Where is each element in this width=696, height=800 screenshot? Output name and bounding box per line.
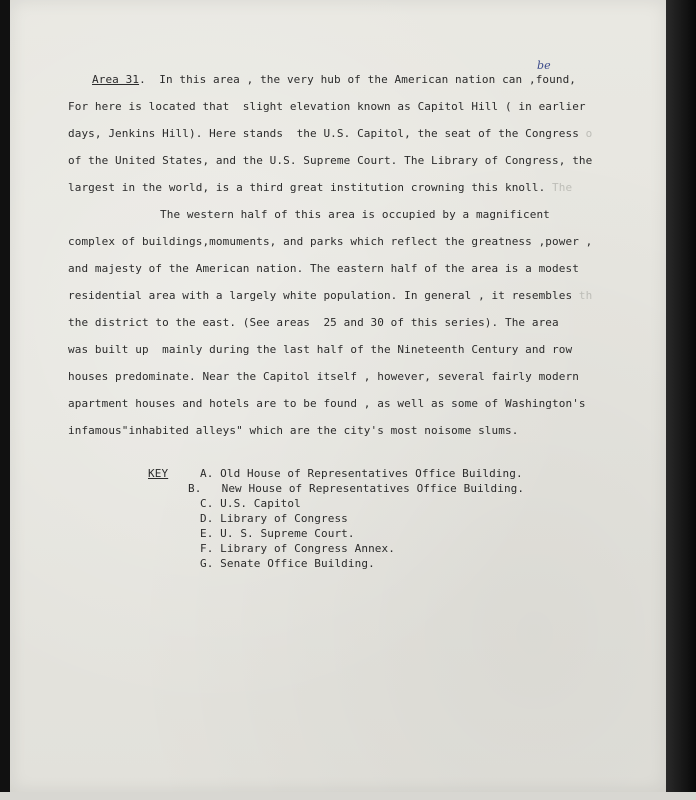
paragraph-1-line-2: For here is located that slight elevation known as Capitol Hill ( in earlier bbox=[68, 100, 586, 113]
paragraph-2-line-4-faded: th bbox=[572, 289, 593, 302]
paragraph-2-line-4 bbox=[68, 289, 592, 302]
scan-border-right bbox=[666, 0, 696, 800]
key-label: KEY bbox=[148, 467, 169, 480]
key-item-c: C. U.S. Capitol bbox=[200, 497, 301, 510]
paragraph-2-line-2: complex of buildings,momuments, and parks which reflect the greatness ,power , bbox=[68, 235, 593, 248]
paragraph-2-line-9: infamous"inhabited alleys" which are the city's most noisome slums. bbox=[68, 424, 519, 437]
key-item-b: B. New House of Representatives Office Building. bbox=[188, 482, 525, 495]
area-label: Area 31 bbox=[92, 73, 140, 86]
scan-border-bottom bbox=[0, 792, 696, 800]
key-item-d: D. Library of Congress bbox=[200, 512, 348, 525]
paragraph-1-line-1-text: . In this area , the very hub of the American nation can ,found, bbox=[139, 73, 577, 86]
key-item-e: E. U. S. Supreme Court. bbox=[200, 527, 355, 540]
paragraph-2-line-1: The western half of this area is occupied by a magnificent bbox=[160, 208, 550, 221]
paragraph-2-line-3: and majesty of the American nation. The eastern half of the area is a modest bbox=[68, 262, 579, 275]
paper-sheet bbox=[10, 0, 666, 792]
key-item-f: F. Library of Congress Annex. bbox=[200, 542, 395, 555]
paragraph-2-line-4-text: residential area with a largely white population. In general , it resembles bbox=[68, 289, 573, 302]
paragraph-1-line-1 bbox=[92, 73, 576, 86]
paragraph-1-line-4: of the United States, and the U.S. Supreme Court. The Library of Congress, the bbox=[68, 154, 593, 167]
paragraph-1-line-5 bbox=[68, 181, 572, 194]
paragraph-2-line-5: the district to the east. (See areas 25 and 30 of this series). The area bbox=[68, 316, 559, 329]
paragraph-1-line-3-faded: o bbox=[578, 127, 593, 140]
paragraph-1-line-5-faded: The bbox=[545, 181, 573, 194]
paragraph-1-line-3-text: days, Jenkins Hill). Here stands the U.S. Capitol, the seat of the Congress bbox=[68, 127, 579, 140]
handwritten-insertion: be bbox=[537, 59, 551, 72]
paragraph-1-line-3 bbox=[68, 127, 592, 140]
paragraph-2-line-8: apartment houses and hotels are to be found , as well as some of Washington's bbox=[68, 397, 586, 410]
paragraph-1-line-5-text: largest in the world, is a third great institution crowning this knoll. bbox=[68, 181, 546, 194]
key-item-a: A. Old House of Representatives Office Building. bbox=[200, 467, 523, 480]
paragraph-2-line-7: houses predominate. Near the Capitol itself , however, several fairly modern bbox=[68, 370, 579, 383]
paragraph-2-line-6: was built up mainly during the last half of the Nineteenth Century and row bbox=[68, 343, 573, 356]
key-item-g: G. Senate Office Building. bbox=[200, 557, 375, 570]
